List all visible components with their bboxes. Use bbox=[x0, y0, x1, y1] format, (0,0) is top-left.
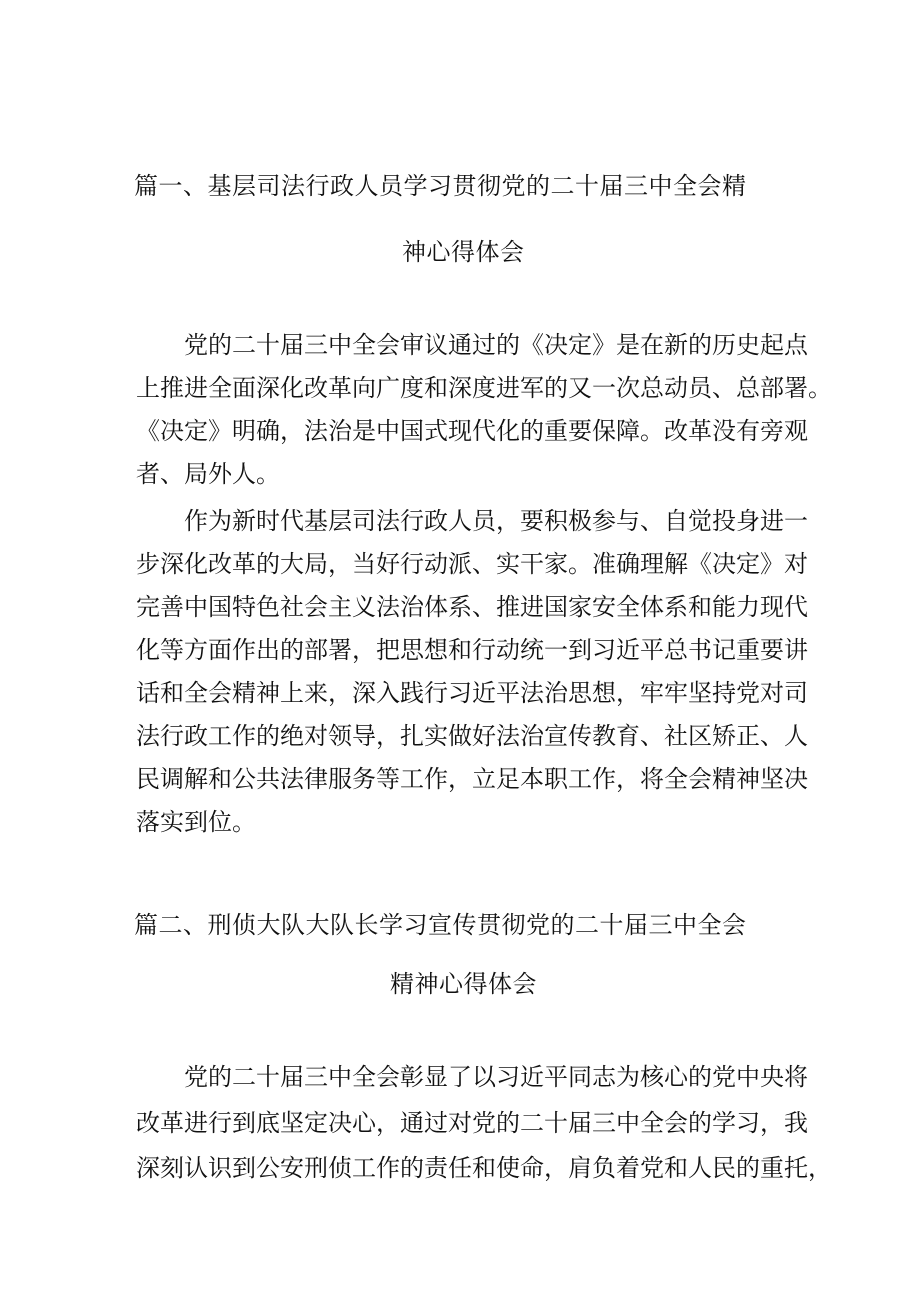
paragraph-line: 步深化改革的大局，当好行动派、实干家。准确理解《决定》对 bbox=[136, 550, 808, 578]
paragraph-line: 深刻认识到公安刑侦工作的责任和使命，肩负着党和人民的重托， bbox=[136, 1154, 832, 1182]
section-2-title-line-2: 精神心得体会 bbox=[390, 970, 537, 998]
paragraph-line: 话和全会精神上来，深入践行习近平法治思想，牢牢坚持党对司 bbox=[136, 679, 808, 707]
paragraph-line: 民调解和公共法律服务等工作，立足本职工作，将全会精神坚决 bbox=[136, 765, 808, 793]
paragraph-line: 改革进行到底坚定决心，通过对党的二十届三中全会的学习，我 bbox=[136, 1109, 808, 1137]
paragraph-line: 法行政工作的绝对领导，扎实做好法治宣传教育、社区矫正、人 bbox=[136, 722, 808, 750]
paragraph-line: 者、局外人。 bbox=[136, 460, 280, 488]
section-1-title-line-2: 神心得体会 bbox=[402, 238, 525, 266]
section-1-title-line-1: 篇一、基层司法行政人员学习贯彻党的二十届三中全会精 bbox=[134, 172, 747, 200]
paragraph-line: 党的二十届三中全会审议通过的《决定》是在新的历史起点 bbox=[184, 331, 808, 359]
paragraph-line: 落实到位。 bbox=[136, 808, 256, 836]
paragraph-line: 党的二十届三中全会彰显了以习近平同志为核心的党中央将 bbox=[184, 1063, 808, 1091]
section-2-title-line-1: 篇二、刑侦大队大队长学习宣传贯彻党的二十届三中全会 bbox=[134, 911, 747, 939]
paragraph-line: 上推进全面深化改革向广度和深度进军的又一次总动员、总部署。 bbox=[136, 374, 832, 402]
paragraph-line: 《决定》明确，法治是中国式现代化的重要保障。改革没有旁观 bbox=[136, 417, 808, 445]
paragraph-line: 化等方面作出的部署，把思想和行动统一到习近平总书记重要讲 bbox=[136, 636, 808, 664]
paragraph-line: 完善中国特色社会主义法治体系、推进国家安全体系和能力现代 bbox=[136, 593, 808, 621]
paragraph-line: 作为新时代基层司法行政人员，要积极参与、自觉投身进一 bbox=[184, 507, 808, 535]
